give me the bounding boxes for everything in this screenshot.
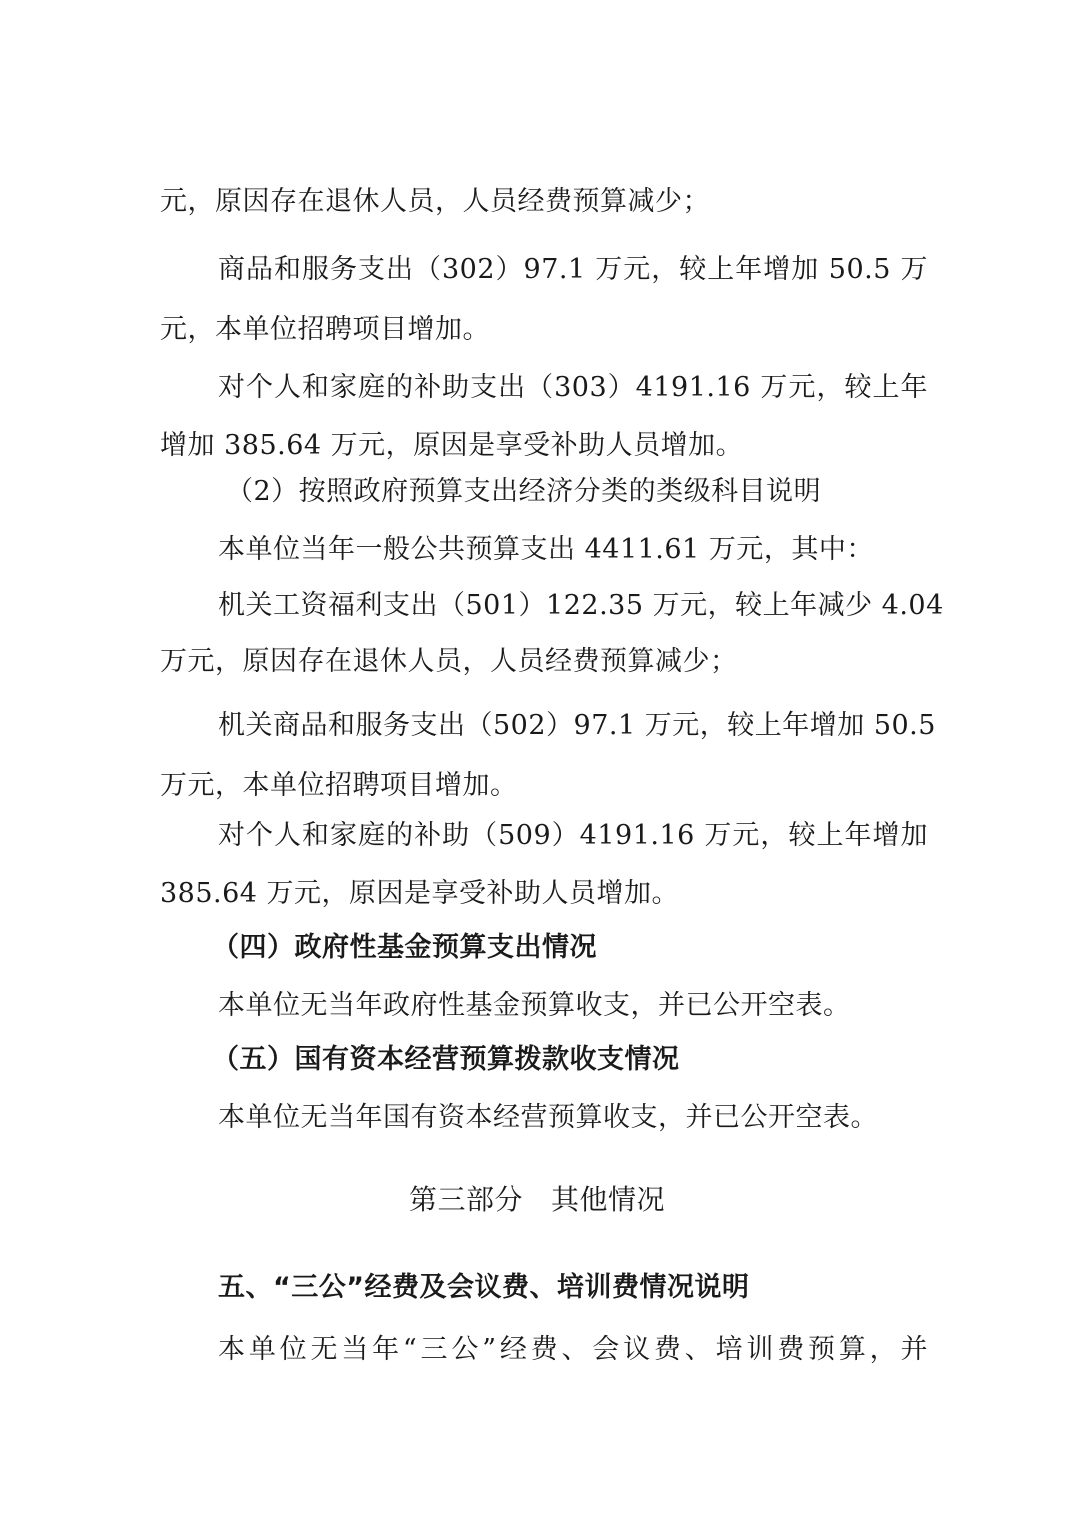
section-heading: 五、“三公”经费及会议费、培训费情况说明 [218,1272,750,1303]
body-line: 元，原因存在退休人员，人员经费预算减少； [160,186,710,217]
part-title-number: 第三部分 [408,1183,523,1216]
section-heading: （四）政府性基金预算支出情况 [212,932,597,963]
part-title [0,1180,1074,1220]
subsection-heading: （2）按照政府预算支出经济分类的类级科目说明 [226,476,822,507]
body-line: 本单位无当年政府性基金预算收支，并已公开空表。 [218,990,851,1021]
body-line: 385.64 万元，原因是享受补助人员增加。 [160,878,680,909]
part-title-text: 其他情况 [551,1183,666,1216]
body-line: 对个人和家庭的补助支出（303）4191.16 万元，较上年 [218,372,928,403]
body-line: 万元，原因存在退休人员，人员经费预算减少； [160,646,738,677]
body-line: 机关工资福利支出（501）122.35 万元，较上年减少 4.04 [218,590,944,621]
body-line: 万元，本单位招聘项目增加。 [160,770,518,801]
body-line: 增加 385.64 万元，原因是享受补助人员增加。 [160,430,744,461]
body-line: 本单位无当年国有资本经营预算收支，并已公开空表。 [218,1102,878,1133]
body-line: 本单位无当年“三公”经费、会议费、培训费预算，并 [218,1334,928,1365]
body-line: 机关商品和服务支出（502）97.1 万元，较上年增加 50.5 [218,710,936,741]
body-line: 对个人和家庭的补助（509）4191.16 万元，较上年增加 [218,820,928,851]
section-heading: （五）国有资本经营预算拨款收支情况 [212,1044,680,1075]
body-line: 元，本单位招聘项目增加。 [160,314,490,345]
body-line: 商品和服务支出（302）97.1 万元，较上年增加 50.5 万 [218,254,928,285]
body-line: 本单位当年一般公共预算支出 4411.61 万元，其中： [218,534,874,565]
